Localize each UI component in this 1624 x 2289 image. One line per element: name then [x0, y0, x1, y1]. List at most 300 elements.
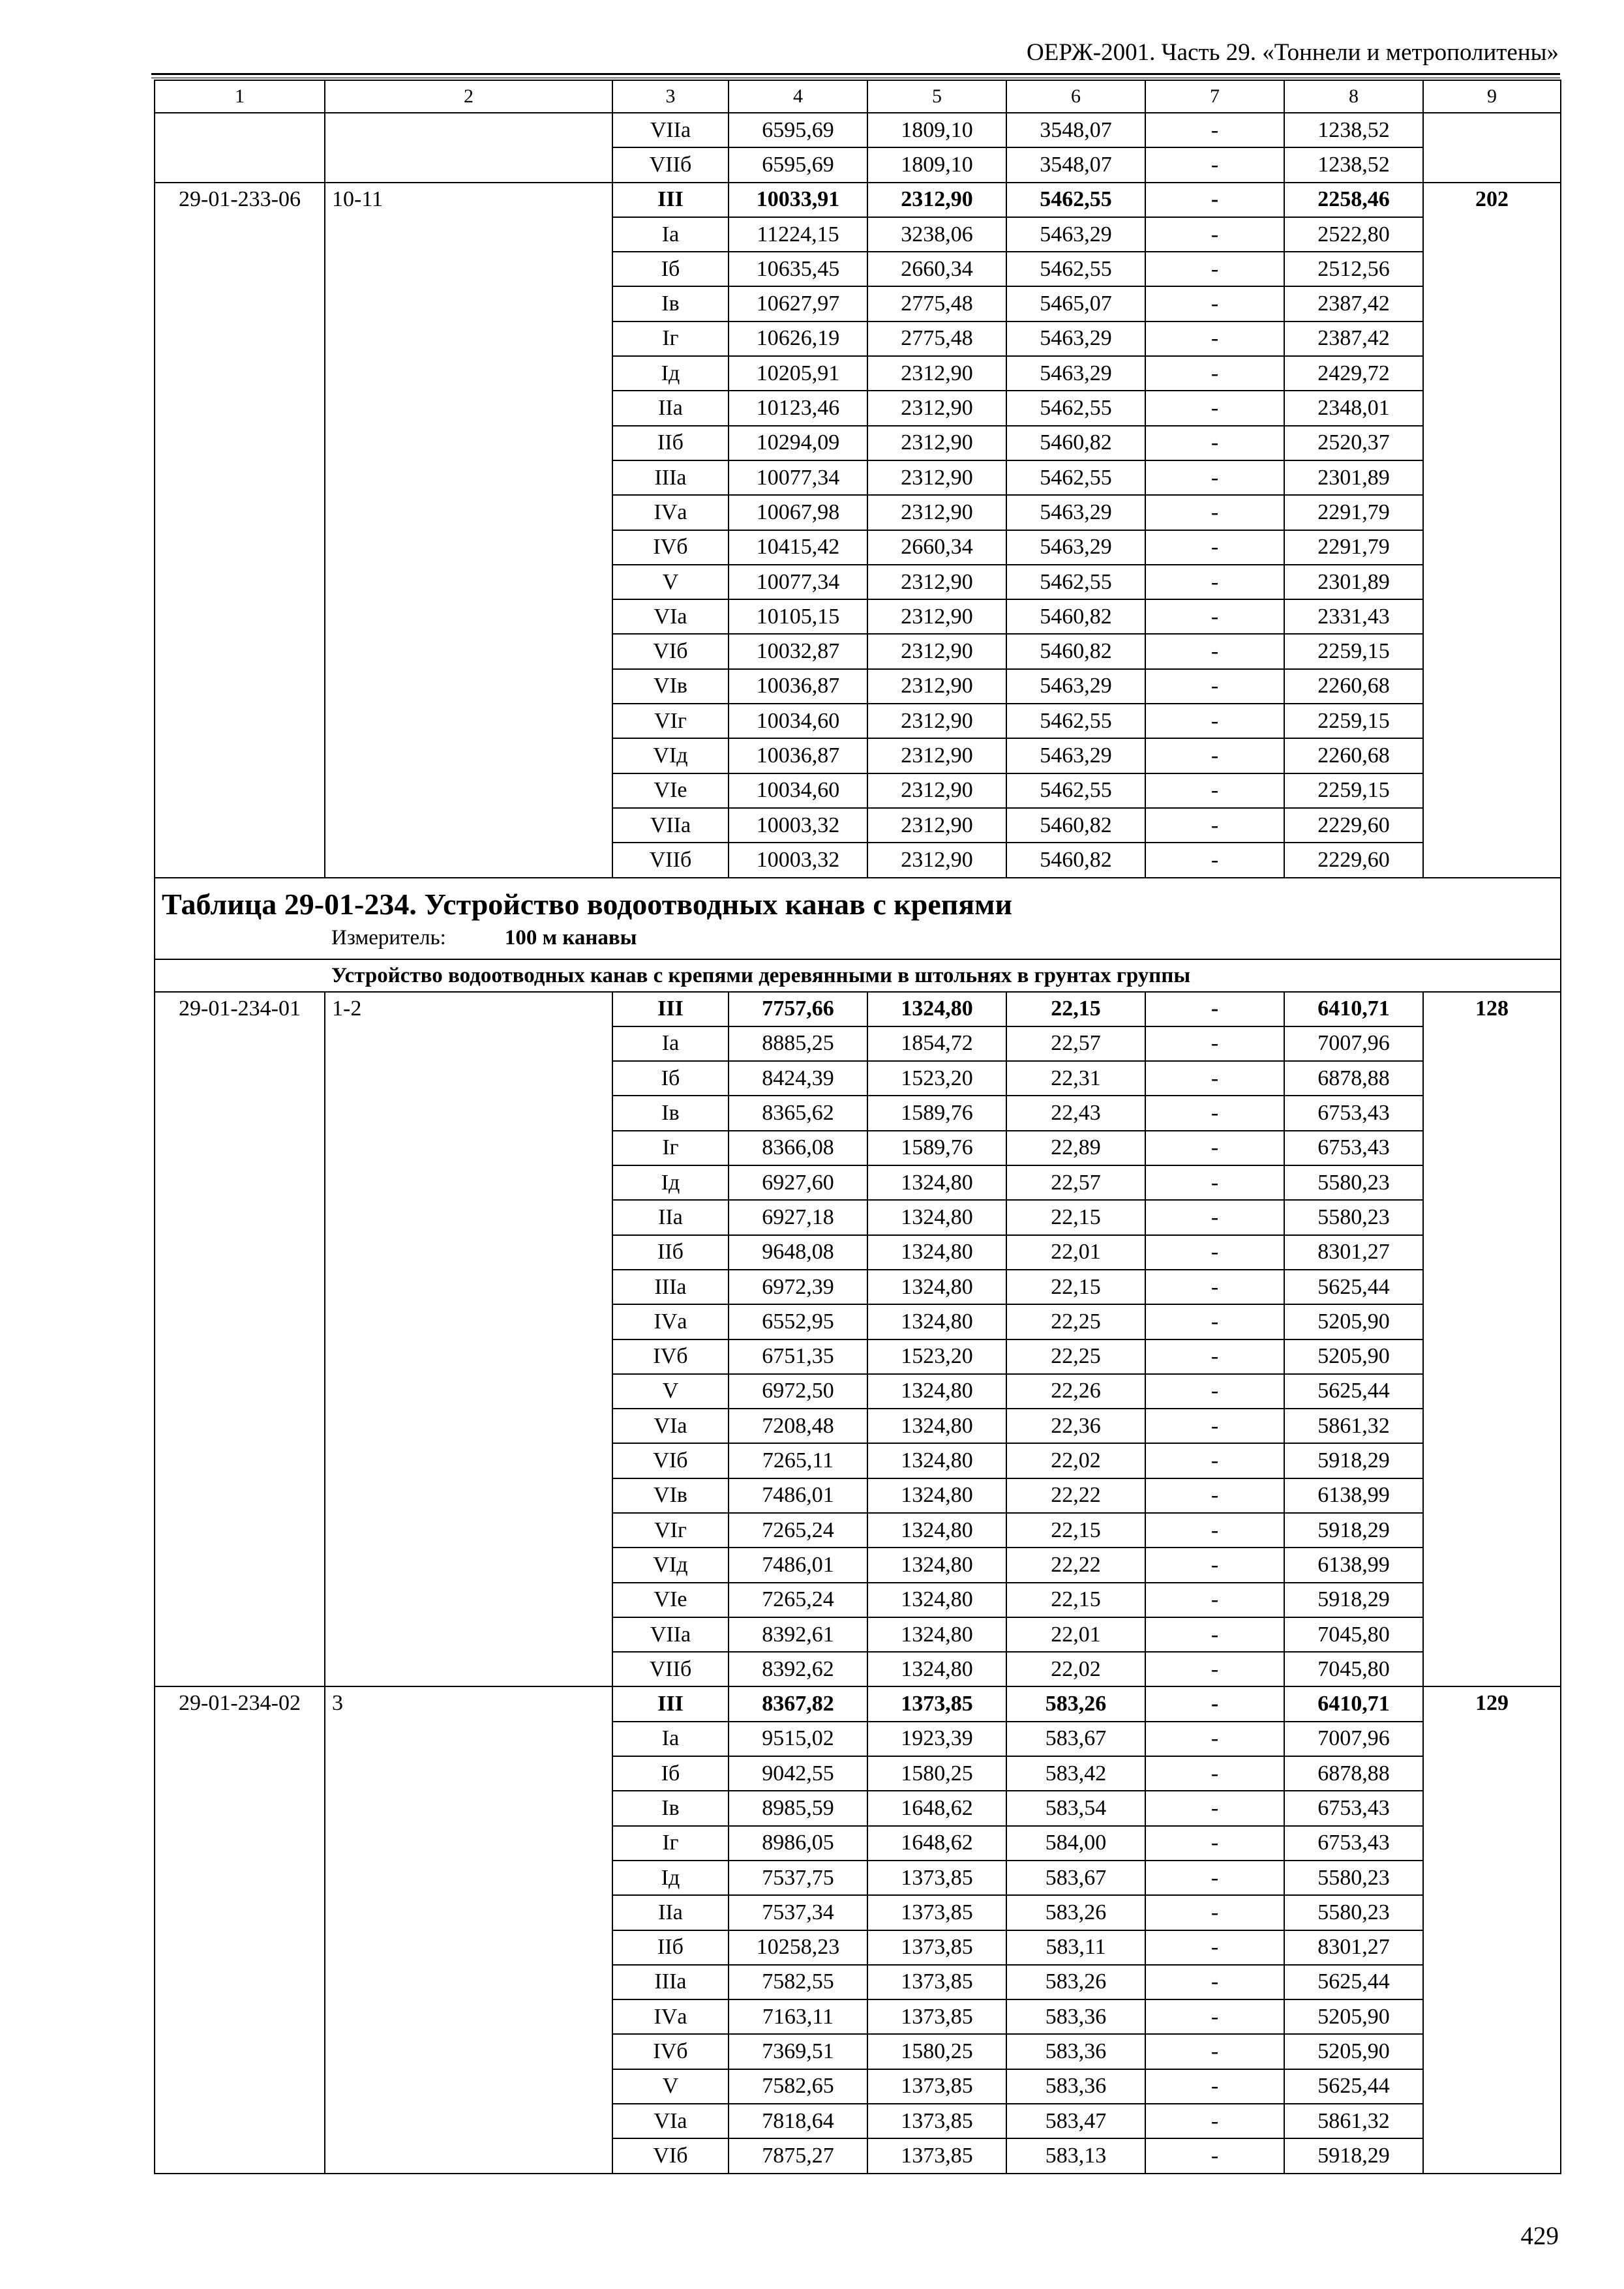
driver-wages-cell: -: [1145, 1826, 1284, 1861]
machines-cell: 22,36: [1006, 1409, 1145, 1443]
materials-cell: 5918,29: [1284, 1583, 1423, 1617]
table-row: [155, 1686, 1561, 1721]
materials-cell: 5625,44: [1284, 1374, 1423, 1409]
column-number: 3: [612, 80, 729, 113]
driver-wages-cell: -: [1145, 1548, 1284, 1582]
wages-cell: 2312,90: [867, 808, 1006, 843]
column-number: 1: [155, 80, 325, 113]
norm-code: 29-01-233-06: [155, 183, 325, 878]
region-cell: V: [612, 565, 729, 599]
wages-cell: 1324,80: [867, 1270, 1006, 1304]
page-number: 429: [1520, 2222, 1559, 2250]
wages-cell: 2312,90: [867, 669, 1006, 704]
materials-cell: 2291,79: [1284, 495, 1423, 530]
materials-cell: 5861,32: [1284, 2104, 1423, 2138]
driver-wages-cell: -: [1145, 669, 1284, 704]
materials-cell: 6753,43: [1284, 1131, 1423, 1165]
driver-wages-cell: -: [1145, 599, 1284, 634]
driver-wages-cell: -: [1145, 1200, 1284, 1234]
machines-cell: 5462,55: [1006, 391, 1145, 425]
total-cost-cell: 10032,87: [729, 634, 867, 668]
total-cost-cell: 8392,61: [729, 1617, 867, 1652]
region-cell: VIв: [612, 1478, 729, 1513]
materials-cell: 2387,42: [1284, 286, 1423, 321]
region-cell: VIб: [612, 2138, 729, 2173]
driver-wages-cell: -: [1145, 356, 1284, 391]
materials-cell: 5580,23: [1284, 1895, 1423, 1930]
total-cost-cell: 6927,60: [729, 1165, 867, 1200]
total-cost-cell: 7486,01: [729, 1478, 867, 1513]
machines-cell: 22,57: [1006, 1026, 1145, 1061]
region-cell: Iб: [612, 1756, 729, 1791]
machines-cell: 583,36: [1006, 1999, 1145, 2034]
machines-cell: 22,02: [1006, 1652, 1145, 1686]
materials-cell: 7007,96: [1284, 1722, 1423, 1756]
driver-wages-cell: -: [1145, 843, 1284, 877]
driver-wages-cell: -: [1145, 147, 1284, 182]
materials-cell: 6138,99: [1284, 1548, 1423, 1582]
machines-cell: 583,36: [1006, 2069, 1145, 2104]
wages-cell: 1854,72: [867, 1026, 1006, 1061]
wages-cell: 1589,76: [867, 1096, 1006, 1130]
machines-cell: 5463,29: [1006, 322, 1145, 356]
wages-cell: 1324,80: [867, 1374, 1006, 1409]
materials-cell: 6410,71: [1284, 992, 1423, 1026]
total-cost-cell: 6927,18: [729, 1200, 867, 1234]
materials-cell: 7007,96: [1284, 1026, 1423, 1061]
table-title-cell: [155, 878, 1561, 959]
total-cost-cell: 7582,55: [729, 1965, 867, 1999]
materials-cell: 5918,29: [1284, 2138, 1423, 2173]
driver-wages-cell: -: [1145, 1061, 1284, 1096]
column-number: 6: [1006, 80, 1145, 113]
materials-cell: 1238,52: [1284, 113, 1423, 147]
total-cost-cell: 7369,51: [729, 2034, 867, 2069]
region-cell: Iв: [612, 1791, 729, 1825]
machines-cell: 5463,29: [1006, 356, 1145, 391]
total-cost-cell: 10205,91: [729, 356, 867, 391]
materials-cell: 2520,37: [1284, 426, 1423, 460]
total-cost-cell: 11224,15: [729, 217, 867, 252]
wages-cell: 1923,39: [867, 1722, 1006, 1756]
region-cell: Iв: [612, 1096, 729, 1130]
driver-wages-cell: -: [1145, 322, 1284, 356]
total-cost-cell: 8367,82: [729, 1686, 867, 1721]
total-cost-cell: 8424,39: [729, 1061, 867, 1096]
wages-cell: 1373,85: [867, 2138, 1006, 2173]
wages-cell: 2312,90: [867, 773, 1006, 808]
materials-cell: 2331,43: [1284, 599, 1423, 634]
driver-wages-cell: -: [1145, 565, 1284, 599]
driver-wages-cell: -: [1145, 1861, 1284, 1895]
machines-cell: 583,26: [1006, 1686, 1145, 1721]
machines-cell: 5463,29: [1006, 669, 1145, 704]
materials-cell: 5918,29: [1284, 1513, 1423, 1548]
total-cost-cell: 7486,01: [729, 1548, 867, 1582]
wages-cell: 1373,85: [867, 1999, 1006, 2034]
machines-cell: 22,31: [1006, 1061, 1145, 1096]
driver-wages-cell: -: [1145, 1443, 1284, 1478]
wages-cell: 1580,25: [867, 1756, 1006, 1791]
materials-cell: 2429,72: [1284, 356, 1423, 391]
total-cost-cell: 10003,32: [729, 808, 867, 843]
region-cell: IIб: [612, 426, 729, 460]
region-cell: VIе: [612, 773, 729, 808]
materials-cell: 5580,23: [1284, 1165, 1423, 1200]
machines-cell: 583,26: [1006, 1965, 1145, 1999]
machines-cell: 583,67: [1006, 1861, 1145, 1895]
total-cost-cell: 8392,62: [729, 1652, 867, 1686]
wages-cell: 1373,85: [867, 1686, 1006, 1721]
materials-cell: 6753,43: [1284, 1826, 1423, 1861]
materials-cell: 5205,90: [1284, 1339, 1423, 1374]
driver-wages-cell: -: [1145, 2034, 1284, 2069]
machines-cell: 5463,29: [1006, 530, 1145, 565]
materials-cell: 2387,42: [1284, 322, 1423, 356]
total-cost-cell: 10627,97: [729, 286, 867, 321]
column-number: 7: [1145, 80, 1284, 113]
table-row: [155, 113, 1561, 147]
region-cell: VIIб: [612, 1652, 729, 1686]
materials-cell: 5580,23: [1284, 1861, 1423, 1895]
region-cell: IVб: [612, 530, 729, 565]
driver-wages-cell: -: [1145, 1304, 1284, 1339]
wages-cell: 1324,80: [867, 1443, 1006, 1478]
machines-cell: 22,15: [1006, 1270, 1145, 1304]
driver-wages-cell: -: [1145, 1930, 1284, 1965]
total-cost-cell: 6972,50: [729, 1374, 867, 1409]
wages-cell: 2312,90: [867, 183, 1006, 217]
driver-wages-cell: -: [1145, 286, 1284, 321]
driver-wages-cell: -: [1145, 252, 1284, 286]
region-cell: VIа: [612, 2104, 729, 2138]
region-cell: IVб: [612, 1339, 729, 1374]
machines-cell: 22,25: [1006, 1339, 1145, 1374]
region-cell: VIв: [612, 669, 729, 704]
region-cell: VIд: [612, 1548, 729, 1582]
total-cost-cell: 10034,60: [729, 773, 867, 808]
region-cell: IVа: [612, 495, 729, 530]
total-cost-cell: 7582,65: [729, 2069, 867, 2104]
wages-cell: 1523,20: [867, 1339, 1006, 1374]
machines-cell: 5463,29: [1006, 495, 1145, 530]
machines-cell: 5462,55: [1006, 252, 1145, 286]
total-cost-cell: 10067,98: [729, 495, 867, 530]
region-cell: VIIа: [612, 1617, 729, 1652]
machines-cell: 5460,82: [1006, 843, 1145, 877]
region-cell: IIб: [612, 1930, 729, 1965]
region-cell: Iг: [612, 1131, 729, 1165]
region-cell: IIIа: [612, 460, 729, 495]
region-cell: IIIа: [612, 1965, 729, 1999]
materials-cell: 5625,44: [1284, 1965, 1423, 1999]
total-cost-cell: 10294,09: [729, 426, 867, 460]
materials-cell: 7045,80: [1284, 1652, 1423, 1686]
materials-cell: 2348,01: [1284, 391, 1423, 425]
header-rule: [151, 73, 1560, 78]
materials-cell: 8301,27: [1284, 1235, 1423, 1270]
region-cell: Iг: [612, 322, 729, 356]
total-cost-cell: 10415,42: [729, 530, 867, 565]
wages-cell: 1809,10: [867, 147, 1006, 182]
wages-cell: 1373,85: [867, 1930, 1006, 1965]
driver-wages-cell: -: [1145, 460, 1284, 495]
machines-cell: 584,00: [1006, 1826, 1145, 1861]
region-cell: Iд: [612, 1861, 729, 1895]
column-number: 2: [325, 80, 612, 113]
materials-cell: 2301,89: [1284, 460, 1423, 495]
table-body: [155, 80, 1561, 2174]
driver-wages-cell: -: [1145, 738, 1284, 773]
machines-cell: 22,01: [1006, 1235, 1145, 1270]
norm-code: 29-01-234-02: [155, 1686, 325, 2173]
total-cost-cell: 7163,11: [729, 1999, 867, 2034]
wages-cell: 2312,90: [867, 843, 1006, 877]
wages-cell: 2312,90: [867, 356, 1006, 391]
materials-cell: 5625,44: [1284, 1270, 1423, 1304]
meter-label: Измеритель:: [331, 925, 446, 950]
machines-cell: 5460,82: [1006, 808, 1145, 843]
region-cell: IIа: [612, 1200, 729, 1234]
wages-cell: 2312,90: [867, 495, 1006, 530]
region-cell: VIд: [612, 738, 729, 773]
norm-code: [155, 113, 325, 183]
region-cell: IVа: [612, 1999, 729, 2034]
wages-cell: 1324,80: [867, 1652, 1006, 1686]
wages-cell: 2312,90: [867, 634, 1006, 668]
wages-cell: 1373,85: [867, 1965, 1006, 1999]
machines-cell: 5463,29: [1006, 217, 1145, 252]
soil-group: [325, 113, 612, 183]
column-number-row: [155, 80, 1561, 113]
wages-cell: 1648,62: [867, 1826, 1006, 1861]
total-cost-cell: 7208,48: [729, 1409, 867, 1443]
total-cost-cell: 7265,11: [729, 1443, 867, 1478]
machines-cell: 583,67: [1006, 1722, 1145, 1756]
wages-cell: 1324,80: [867, 1200, 1006, 1234]
region-cell: VIIб: [612, 147, 729, 182]
region-cell: VIIб: [612, 843, 729, 877]
wages-cell: 2312,90: [867, 565, 1006, 599]
total-cost-cell: 10003,32: [729, 843, 867, 877]
soil-group: 10-11: [325, 183, 612, 878]
wages-cell: 3238,06: [867, 217, 1006, 252]
wages-cell: 1324,80: [867, 1235, 1006, 1270]
machines-cell: 22,25: [1006, 1304, 1145, 1339]
region-cell: VIIа: [612, 808, 729, 843]
materials-cell: 6878,88: [1284, 1756, 1423, 1791]
table-subtitle-row: [155, 959, 1561, 992]
machines-cell: 22,15: [1006, 992, 1145, 1026]
machines-cell: 583,42: [1006, 1756, 1145, 1791]
machines-cell: 3548,07: [1006, 113, 1145, 147]
labor-number: 129: [1423, 1686, 1561, 2173]
total-cost-cell: 7818,64: [729, 2104, 867, 2138]
total-cost-cell: 8365,62: [729, 1096, 867, 1130]
total-cost-cell: 10077,34: [729, 565, 867, 599]
total-cost-cell: 8885,25: [729, 1026, 867, 1061]
total-cost-cell: 10105,15: [729, 599, 867, 634]
wages-cell: 1373,85: [867, 2069, 1006, 2104]
materials-cell: 2259,15: [1284, 773, 1423, 808]
machines-cell: 3548,07: [1006, 147, 1145, 182]
norm-code: 29-01-234-01: [155, 992, 325, 1687]
materials-cell: 5205,90: [1284, 1999, 1423, 2034]
norms-table: [154, 80, 1561, 2174]
machines-cell: 22,15: [1006, 1583, 1145, 1617]
region-cell: Iа: [612, 217, 729, 252]
wages-cell: 1324,80: [867, 1513, 1006, 1548]
materials-cell: 8301,27: [1284, 1930, 1423, 1965]
total-cost-cell: 8985,59: [729, 1791, 867, 1825]
materials-cell: 2512,56: [1284, 252, 1423, 286]
materials-cell: 6138,99: [1284, 1478, 1423, 1513]
machines-cell: 22,01: [1006, 1617, 1145, 1652]
driver-wages-cell: -: [1145, 1652, 1284, 1686]
region-cell: Iб: [612, 252, 729, 286]
driver-wages-cell: -: [1145, 1478, 1284, 1513]
region-cell: Iд: [612, 1165, 729, 1200]
driver-wages-cell: -: [1145, 1722, 1284, 1756]
running-header: ОЕРЖ-2001. Часть 29. «Тоннели и метрополитены»: [1027, 39, 1559, 66]
materials-cell: 5205,90: [1284, 1304, 1423, 1339]
region-cell: IIб: [612, 1235, 729, 1270]
region-cell: V: [612, 2069, 729, 2104]
driver-wages-cell: -: [1145, 495, 1284, 530]
table-subtitle: Устройство водоотводных канав с крепями деревянными в штольнях в грунтах группы: [155, 959, 1561, 992]
labor-number: 128: [1423, 992, 1561, 1687]
materials-cell: 6410,71: [1284, 1686, 1423, 1721]
column-number: 8: [1284, 80, 1423, 113]
wages-cell: 1324,80: [867, 1617, 1006, 1652]
labor-number: [1423, 113, 1561, 183]
region-cell: V: [612, 1374, 729, 1409]
total-cost-cell: 10033,91: [729, 183, 867, 217]
machines-cell: 22,02: [1006, 1443, 1145, 1478]
materials-cell: 5205,90: [1284, 2034, 1423, 2069]
machines-cell: 5460,82: [1006, 634, 1145, 668]
total-cost-cell: 6595,69: [729, 113, 867, 147]
wages-cell: 2312,90: [867, 599, 1006, 634]
wages-cell: 2312,90: [867, 704, 1006, 738]
region-cell: Iб: [612, 1061, 729, 1096]
total-cost-cell: 10635,45: [729, 252, 867, 286]
table-title-row: [155, 878, 1561, 959]
region-cell: Iв: [612, 286, 729, 321]
total-cost-cell: 10123,46: [729, 391, 867, 425]
total-cost-cell: 7537,75: [729, 1861, 867, 1895]
wages-cell: 1373,85: [867, 2104, 1006, 2138]
driver-wages-cell: -: [1145, 1026, 1284, 1061]
total-cost-cell: 10036,87: [729, 669, 867, 704]
machines-cell: 22,15: [1006, 1200, 1145, 1234]
total-cost-cell: 6751,35: [729, 1339, 867, 1374]
region-cell: III: [612, 992, 729, 1026]
materials-cell: 2259,15: [1284, 704, 1423, 738]
materials-cell: 2260,68: [1284, 738, 1423, 773]
driver-wages-cell: -: [1145, 391, 1284, 425]
region-cell: IVа: [612, 1304, 729, 1339]
driver-wages-cell: -: [1145, 1096, 1284, 1130]
total-cost-cell: 8366,08: [729, 1131, 867, 1165]
region-cell: Iа: [612, 1722, 729, 1756]
driver-wages-cell: -: [1145, 1165, 1284, 1200]
total-cost-cell: 9515,02: [729, 1722, 867, 1756]
driver-wages-cell: -: [1145, 113, 1284, 147]
wages-cell: 2312,90: [867, 738, 1006, 773]
machines-cell: 5462,55: [1006, 183, 1145, 217]
total-cost-cell: 9042,55: [729, 1756, 867, 1791]
wages-cell: 1373,85: [867, 1861, 1006, 1895]
driver-wages-cell: -: [1145, 1339, 1284, 1374]
wages-cell: 2660,34: [867, 252, 1006, 286]
total-cost-cell: 9648,08: [729, 1235, 867, 1270]
column-number: 5: [867, 80, 1006, 113]
machines-cell: 583,13: [1006, 2138, 1145, 2173]
labor-number: 202: [1423, 183, 1561, 878]
driver-wages-cell: -: [1145, 808, 1284, 843]
total-cost-cell: 7265,24: [729, 1513, 867, 1548]
wages-cell: 2775,48: [867, 322, 1006, 356]
materials-cell: 6753,43: [1284, 1791, 1423, 1825]
total-cost-cell: 7265,24: [729, 1583, 867, 1617]
driver-wages-cell: -: [1145, 1791, 1284, 1825]
region-cell: VIг: [612, 1513, 729, 1548]
wages-cell: 2312,90: [867, 426, 1006, 460]
region-cell: Iа: [612, 1026, 729, 1061]
materials-cell: 2260,68: [1284, 669, 1423, 704]
machines-cell: 5462,55: [1006, 773, 1145, 808]
machines-cell: 583,26: [1006, 1895, 1145, 1930]
machines-cell: 5460,82: [1006, 426, 1145, 460]
total-cost-cell: 6552,95: [729, 1304, 867, 1339]
materials-cell: 2301,89: [1284, 565, 1423, 599]
driver-wages-cell: -: [1145, 1374, 1284, 1409]
machines-cell: 5463,29: [1006, 738, 1145, 773]
region-cell: VIг: [612, 704, 729, 738]
table-row: [155, 992, 1561, 1026]
machines-cell: 5460,82: [1006, 599, 1145, 634]
wages-cell: 1648,62: [867, 1791, 1006, 1825]
driver-wages-cell: -: [1145, 1270, 1284, 1304]
machines-cell: 22,57: [1006, 1165, 1145, 1200]
region-cell: III: [612, 183, 729, 217]
wages-cell: 1523,20: [867, 1061, 1006, 1096]
driver-wages-cell: -: [1145, 1131, 1284, 1165]
machines-cell: 5465,07: [1006, 286, 1145, 321]
driver-wages-cell: -: [1145, 2069, 1284, 2104]
materials-cell: 6878,88: [1284, 1061, 1423, 1096]
driver-wages-cell: -: [1145, 1686, 1284, 1721]
total-cost-cell: 6595,69: [729, 147, 867, 182]
materials-cell: 2258,46: [1284, 183, 1423, 217]
wages-cell: 2775,48: [867, 286, 1006, 321]
meter-value: 100 м канавы: [504, 925, 637, 950]
machines-cell: 583,36: [1006, 2034, 1145, 2069]
total-cost-cell: 10034,60: [729, 704, 867, 738]
total-cost-cell: 7875,27: [729, 2138, 867, 2173]
total-cost-cell: 10036,87: [729, 738, 867, 773]
total-cost-cell: 8986,05: [729, 1826, 867, 1861]
driver-wages-cell: -: [1145, 2104, 1284, 2138]
table-row: [155, 183, 1561, 217]
driver-wages-cell: -: [1145, 1513, 1284, 1548]
wages-cell: 1324,80: [867, 1583, 1006, 1617]
region-cell: IIа: [612, 391, 729, 425]
driver-wages-cell: -: [1145, 1756, 1284, 1791]
driver-wages-cell: -: [1145, 426, 1284, 460]
machines-cell: 22,26: [1006, 1374, 1145, 1409]
